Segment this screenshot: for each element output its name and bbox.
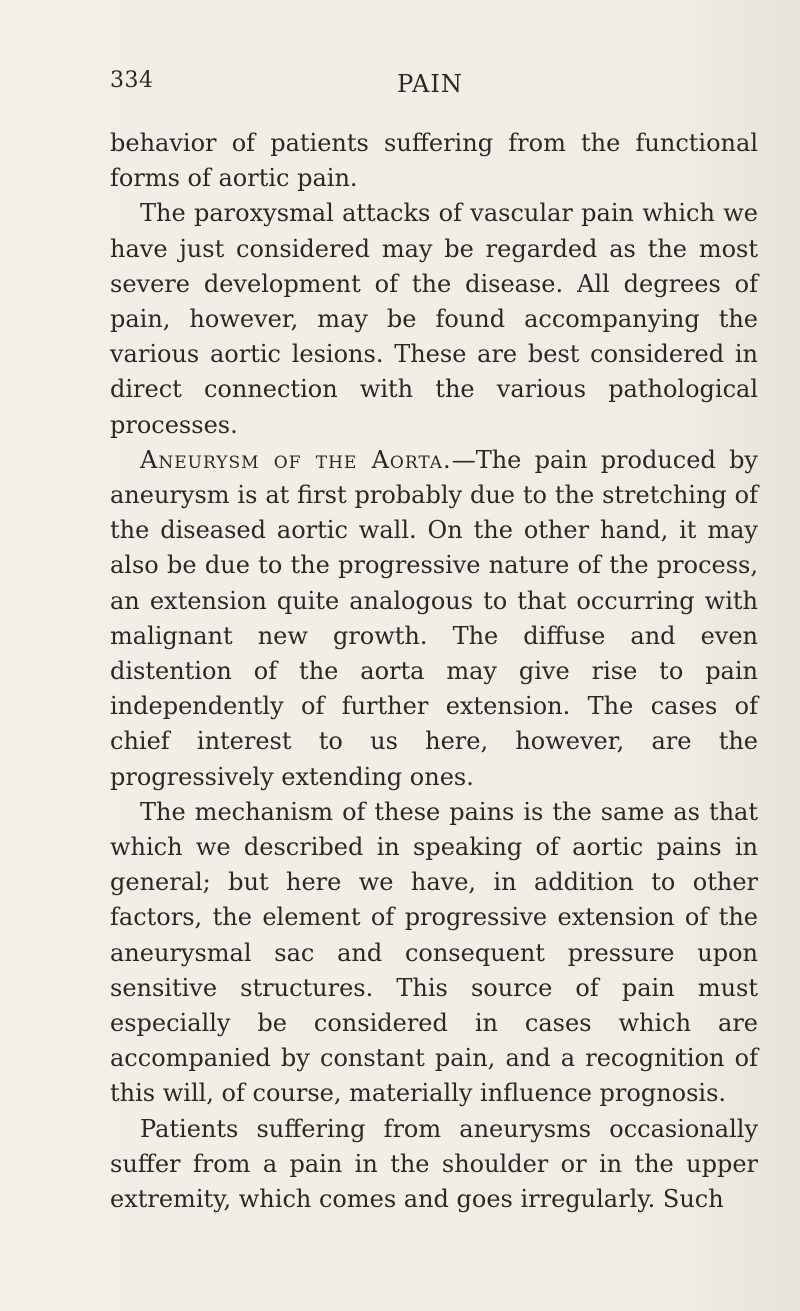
paragraph: behavior of patients suffering from the functional forms of aortic pain. <box>110 129 758 193</box>
section-heading: Aneurysm of the Aorta. <box>140 445 452 474</box>
page-number: 334 <box>110 68 154 93</box>
paragraph <box>110 443 758 795</box>
body-text <box>110 126 758 1217</box>
paragraph-text: —The pain produced by aneurysm is at first probably due to the stretching of the diseased aortic wall. On the other hand, it may also be due to the progressive nature of the process, an extension quite analogous to that occurring with malignant new growth. The diffuse and even distention of the aorta may give rise to pain independently of further extension. The cases of chief interest to us here, however, are the progressively extending ones. <box>110 445 758 791</box>
paragraph: The paroxysmal attacks of vascular pain which we have just considered may be regarded as the most severe development of the disease. All degrees of pain, however, may be found accompanying the various aortic lesions. These are best considered in direct connection with the various pathological processes. <box>110 199 758 439</box>
page-header <box>110 68 750 108</box>
running-title: PAIN <box>397 70 463 98</box>
paragraph: The mechanism of these pains is the same as that which we described in speaking of aortic pains in general; but here we have, in addition to other factors, the element of progressive extension of the aneurysmal sac and consequent pressure upon sensitive structures. This source of pain must especially be considered in cases which are accompanied by constant pain, and a recognition of this will, of course, materially influence prognosis. <box>110 797 758 1108</box>
paragraph: Patients suffering from aneurysms occasionally suffer from a pain in the shoulder or in the upper extremity, which comes and goes irregularly. Such <box>110 1114 758 1214</box>
